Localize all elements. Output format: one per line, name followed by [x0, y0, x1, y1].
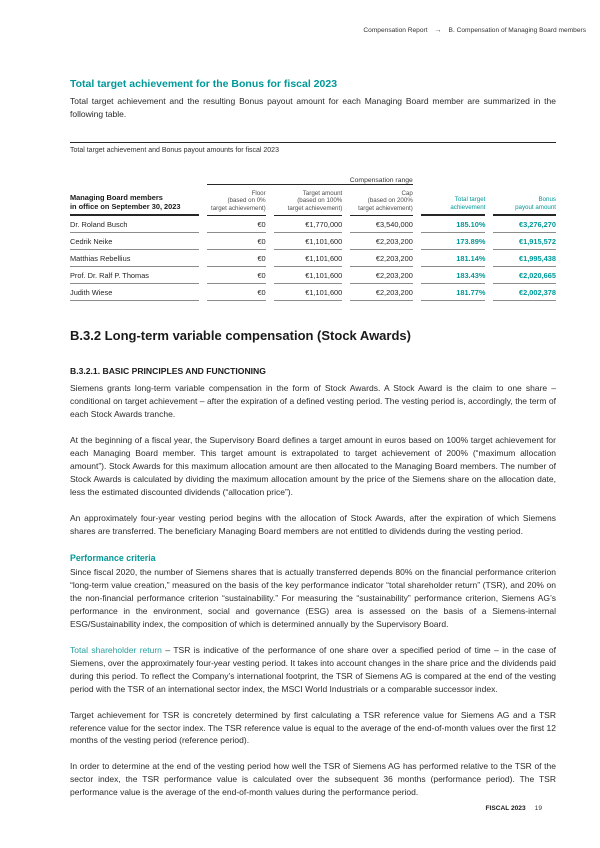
table-row [70, 216, 556, 233]
paragraph-allocation-amount: At the beginning of a fiscal year, the Supervisory Board defines a target amount in euros based on 100% target achievement for each Managing Board member. This target amount is extrapolated to target achievement of 200% (“maximum allocation amount”). Stock Awards for this maximum allocation amount are then allocated to the Managing Board members. The number of Stock Awards is calculated by dividing the maximum allocation amount by the price of the Siemens share on the allocation date, less the estimated discounted dividends (“allocation price”). [70, 435, 556, 497]
cell-bonus-payout: €1,995,438 [493, 250, 556, 267]
performance-criteria-heading: Performance criteria [70, 553, 156, 564]
cell-bonus-payout: €1,915,572 [493, 233, 556, 250]
paragraph-tsr-reference-value: Target achievement for TSR is concretely determined by first calculating a TSR reference value for Siemens AG and a TSR reference value for the sector index. The TSR reference value is equal to the average of the end-of-month values over the first 12 months of the vesting period (reference period). [70, 709, 556, 746]
cell-cap: €2,203,200 [350, 250, 413, 267]
table-caption: Total target achievement and Bonus payout amounts for fiscal 2023 [70, 146, 279, 154]
page-content [70, 78, 556, 799]
cell-cap: €3,540,000 [350, 216, 413, 233]
subsection-heading: B.3.2.1. BASIC PRINCIPLES AND FUNCTIONING [70, 366, 266, 377]
intro-paragraph: Total target achievement and the resulting Bonus payout amount for each Managing Board member are summarized in the following table. [70, 96, 556, 119]
cell-member-name: Matthias Rebellius [70, 250, 199, 267]
compensation-range-header: Compensation range [207, 177, 413, 185]
cell-floor: €0 [207, 216, 266, 233]
tsr-body-text: – TSR is indicative of the performance of one share over a specified period of time – in the case of Siemens, over the approximately four-year vesting period. It takes into account changes in the share price and the dividends paid during this period. To reflect the Company’s international footprint, the TSR of Siemens AG is compared at the end of the vesting period with the TSR of an international sector index, the MSCI World Industrials or a comparable successor index. [70, 644, 556, 694]
paragraph-total-shareholder-return [70, 644, 556, 696]
table-body [70, 216, 556, 301]
paragraph-tsr-performance-value: In order to determine at the end of the vesting period how well the TSR of Siemens AG has performed relative to the TSR of the sector index, the TSR performance value is calculated over the subsequent 36 months (performance period). The TSR performance value is the average of the end-of-month values during the performance period. [70, 761, 556, 798]
cell-bonus-payout: €2,020,665 [493, 267, 556, 284]
cell-member-name: Prof. Dr. Ralf P. Thomas [70, 267, 199, 284]
cell-member-name: Judith Wiese [70, 284, 199, 301]
spacer-cell [493, 177, 556, 185]
column-header-cap: Cap (based on 200% target achievement) [350, 185, 413, 217]
paragraph-stock-award-definition: Siemens grants long-term variable compensation in the form of Stock Awards. A Stock Award is the claim to one share – conditional on target achievement – after the expiration of a defined vesting period. The vesting period is, accordingly, the term of each Stock Awards tranche. [70, 383, 556, 420]
cell-total-achievement: 173.89% [421, 233, 486, 250]
cell-target-amount: €1,101,600 [274, 250, 343, 267]
table-row [70, 250, 556, 267]
tsr-lead-text: Total shareholder return [70, 644, 162, 655]
cell-cap: €2,203,200 [350, 233, 413, 250]
cell-floor: €0 [207, 267, 266, 284]
table-row [70, 284, 556, 301]
column-header-target-amount: Target amount (based on 100% target achievement) [274, 185, 343, 217]
cell-cap: €2,203,200 [350, 284, 413, 301]
cell-total-achievement: 183.43% [421, 267, 486, 284]
cell-floor: €0 [207, 233, 266, 250]
bonus-table-block [70, 142, 556, 302]
paragraph-vesting-period: An approximately four-year vesting period begins with the allocation of Stock Awards, after the expiration of which Siemens shares are transferred. The beneficiary Managing Board members are not entitled to dividends during the vesting period. [70, 512, 556, 536]
footer-fiscal-label: FISCAL 2023 [485, 805, 526, 812]
spacer-cell [70, 177, 199, 185]
cell-floor: €0 [207, 250, 266, 267]
compensation-range-row [70, 177, 556, 185]
column-header-bonus-payout: Bonus payout amount [493, 185, 556, 217]
cell-member-name: Cedrik Neike [70, 233, 199, 250]
arrow-right-icon: → [434, 27, 442, 34]
cell-floor: €0 [207, 284, 266, 301]
footer-page-number: 19 [534, 805, 542, 812]
cell-cap: €2,203,200 [350, 267, 413, 284]
cell-member-name: Dr. Roland Busch [70, 216, 199, 233]
breadcrumb [363, 27, 586, 34]
cell-target-amount: €1,101,600 [274, 267, 343, 284]
cell-target-amount: €1,101,600 [274, 233, 343, 250]
paragraph-performance-criteria: Since fiscal 2020, the number of Siemens shares that is actually transferred depends 80% on the financial performance criterion “long-term value creation,” measured on the basis of the key performance indicator “total shareholder return” (TSR), and 20% on the non-financial performance criterion “sustainability.” For measuring the “sustainability” performance criterion, Siemens AG’s performance in the environment, social and governance (ESG) area is assessed on the basis of a Siemens-internal ESG/Sustainability index, the composition of which is determined annually by the Supervisory Board. [70, 567, 556, 630]
cell-bonus-payout: €2,002,378 [493, 284, 556, 301]
spacer-cell [421, 177, 486, 185]
section-heading: B.3.2 Long-term variable compensation (Stock Awards) [70, 328, 411, 344]
members-header-line1: Managing Board members [70, 192, 163, 202]
column-header-total-achievement: Total target achievement [421, 185, 486, 217]
cell-target-amount: €1,770,000 [274, 216, 343, 233]
cell-total-achievement: 181.77% [421, 284, 486, 301]
cell-bonus-payout: €3,276,270 [493, 216, 556, 233]
cell-total-achievement: 185.10% [421, 216, 486, 233]
column-header-floor: Floor (based on 0% target achievement) [207, 185, 266, 217]
cell-target-amount: €1,101,600 [274, 284, 343, 301]
page-footer [485, 805, 542, 812]
column-header-row [70, 185, 556, 217]
column-header-members [70, 185, 199, 217]
breadcrumb-report-title: Compensation Report [363, 27, 428, 34]
members-header-line2: in office on September 30, 2023 [70, 201, 181, 211]
bonus-table [62, 177, 564, 302]
table-row [70, 267, 556, 284]
bonus-title: Total target achievement for the Bonus for fiscal 2023 [70, 78, 338, 90]
table-row [70, 233, 556, 250]
breadcrumb-chapter: B. Compensation of Managing Board members [448, 27, 586, 34]
cell-total-achievement: 181.14% [421, 250, 486, 267]
